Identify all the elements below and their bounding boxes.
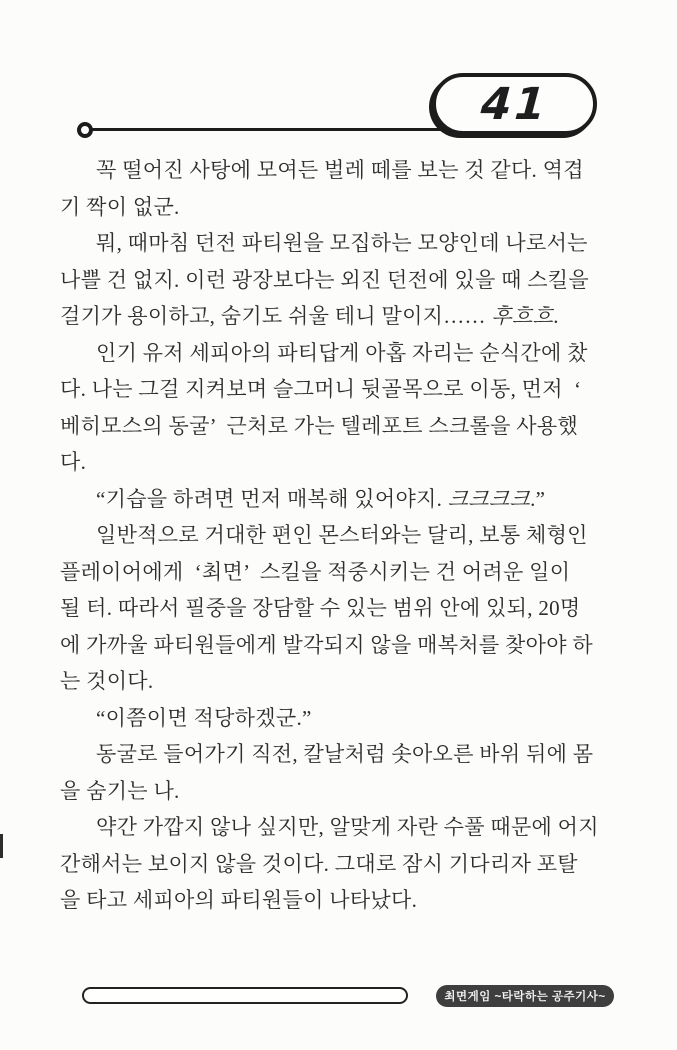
- text-line: 약간 가깝지 않나 싶지만, 알맞게 자란 수풀 때문에 어지: [96, 815, 599, 839]
- text-line: 는 것이다.: [60, 669, 154, 693]
- page-number: 41: [479, 78, 550, 130]
- text-segment: .: [553, 304, 559, 328]
- text-line: 을 숨기는 나.: [60, 778, 180, 803]
- text-line: 기 짝이 없군.: [60, 194, 180, 219]
- text-line: 일반적으로 거대한 편인 몬스터와는 달리, 보통 체형인: [96, 523, 588, 547]
- emphasis-text: 후흐흐: [491, 304, 554, 328]
- series-title-badge: [436, 985, 614, 1007]
- text-line: 인기 유저 세피아의 파티답게 아홉 자리는 순식간에 찼: [96, 340, 588, 365]
- text-line: 동굴로 들어가기 직전, 칼날처럼 솟아오른 바위 뒤에 몸: [96, 742, 594, 766]
- text-line: 플레이어에게 ‘최면’ 스킬을 적중시키는 건 어려운 일이: [60, 559, 571, 584]
- text-line: [60, 481, 620, 518]
- footer-title-box: [82, 987, 408, 1004]
- scan-artifact: [0, 834, 3, 858]
- text-segment: 걸기가 용이하고, 숨기도 쉬울 테니 말이지……: [60, 304, 492, 328]
- text-line: 간해서는 보이지 않을 것이다. 그대로 잠시 기다리자 포탈: [60, 851, 578, 876]
- text-line: 나쁠 건 없지. 이런 광장보다는 외진 던전에 있을 때 스킬을: [60, 267, 589, 292]
- page-number-badge: [432, 73, 597, 135]
- text-line: “이쯤이면 적당하겠군.”: [96, 705, 312, 730]
- text-line: 에 가까울 파티원들에게 발각되지 않을 매복처를 찾아야 하: [60, 632, 593, 657]
- series-title: 최면게임 ~타락하는 공주기사~: [444, 991, 606, 1003]
- emphasis-text: 크크크크: [447, 486, 531, 511]
- text-line: 꼭 떨어진 사탕에 모여든 벌레 떼를 보는 것 같다. 역겹: [96, 158, 584, 182]
- text-line: 베히모스의 동굴’ 근처로 가는 텔레포트 스크롤을 사용했: [60, 413, 579, 438]
- text-line: 다.: [60, 450, 87, 474]
- body-text: [60, 152, 620, 919]
- text-line: 뭐, 때마침 던전 파티원을 모집하는 모양인데 나로서는: [96, 231, 588, 255]
- header-rule: [90, 128, 452, 131]
- text-line: 될 터. 따라서 필중을 장담할 수 있는 범위 안에 있되, 20명: [60, 596, 581, 620]
- text-line: 을 타고 세피아의 파티원들이 나타났다.: [60, 888, 418, 912]
- text-segment: .”: [530, 486, 546, 511]
- text-line: [60, 298, 620, 335]
- text-segment: “기습을 하려면 먼저 매복해 있어야지.: [96, 486, 448, 511]
- text-line: 다. 나는 그걸 지켜보며 슬그머니 뒷골목으로 이동, 먼저 ‘: [60, 377, 582, 401]
